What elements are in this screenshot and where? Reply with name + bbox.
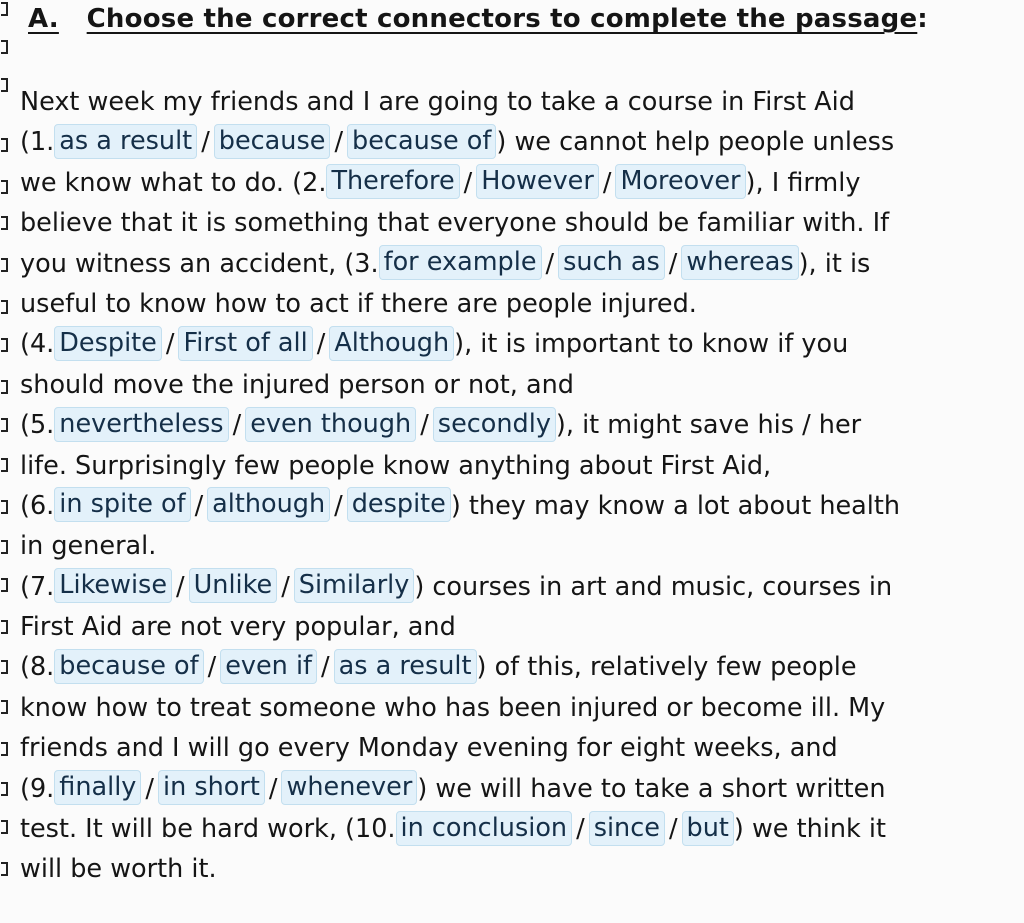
passage-line: [20, 203, 980, 243]
line-prefix: you witness an accident, (3.: [20, 248, 379, 279]
option-separator: /: [576, 814, 585, 845]
line-suffix: ) courses in art and music, courses in: [414, 571, 893, 602]
option-separator: /: [281, 571, 290, 602]
passage-line: [20, 122, 980, 162]
passage-line: [20, 284, 980, 324]
line-text: in general.: [20, 531, 157, 562]
connector-option[interactable]: in short: [158, 770, 265, 805]
line-prefix: test. It will be hard work, (10.: [20, 814, 396, 845]
connector-option[interactable]: in conclusion: [396, 811, 573, 846]
passage-line: [20, 728, 980, 768]
line-text: friends and I will go every Monday evening for eight weeks, and: [20, 733, 838, 764]
passage-line: [20, 809, 980, 849]
passage-line: [20, 82, 980, 122]
connector-option[interactable]: However: [476, 164, 599, 199]
connector-option[interactable]: because of: [54, 649, 203, 684]
line-prefix: (9.: [20, 773, 55, 804]
line-prefix: (7.: [20, 571, 55, 602]
line-text: First Aid are not very popular, and: [20, 612, 456, 643]
line-text: useful to know how to act if there are people injured.: [20, 288, 697, 319]
connector-option[interactable]: Therefore: [326, 164, 459, 199]
option-separator: /: [232, 410, 242, 441]
connector-option[interactable]: whereas: [681, 245, 798, 280]
option-separator: /: [420, 410, 429, 441]
connector-option[interactable]: whenever: [281, 770, 417, 805]
passage-line: [20, 486, 980, 526]
option-separator: /: [176, 571, 185, 602]
line-text: know how to treat someone who has been injured or become ill. My: [20, 692, 886, 723]
line-prefix: (8.: [20, 652, 55, 683]
connector-option[interactable]: even though: [245, 407, 416, 442]
connector-option[interactable]: since: [589, 811, 665, 846]
passage-line: [20, 163, 980, 203]
passage-line: [20, 647, 980, 687]
option-separator: /: [207, 652, 217, 683]
line-prefix: we know what to do. (2.: [20, 167, 327, 198]
line-suffix: ) we cannot help people unless: [496, 127, 895, 158]
option-separator: /: [334, 127, 344, 158]
option-separator: /: [668, 814, 678, 845]
line-prefix: (5.: [20, 410, 55, 441]
passage-line: [20, 567, 980, 607]
line-suffix: ), I firmly: [745, 167, 861, 198]
option-separator: /: [165, 329, 175, 360]
line-text: life. Surprisingly few people know anything about First Aid,: [20, 450, 772, 481]
option-separator: /: [316, 329, 326, 360]
connector-option[interactable]: for example: [379, 245, 542, 280]
connector-option[interactable]: Likewise: [54, 568, 172, 603]
option-separator: /: [268, 773, 278, 804]
line-text: will be worth it.: [20, 854, 217, 885]
line-prefix: (6.: [20, 490, 55, 521]
line-prefix: (4.: [20, 329, 55, 360]
passage-line: [20, 849, 980, 889]
option-separator: /: [463, 167, 473, 198]
line-text: believe that it is something that everyone should be familiar with. If: [20, 208, 890, 239]
passage-line: [20, 324, 980, 364]
exercise-letter: A.: [28, 4, 59, 34]
passage-line: [20, 244, 980, 284]
line-suffix: ), it is important to know if you: [454, 329, 849, 360]
connector-option[interactable]: as a result: [54, 124, 197, 159]
option-separator: /: [321, 652, 330, 683]
option-separator: /: [545, 248, 555, 279]
option-separator: /: [201, 127, 210, 158]
line-text: should move the injured person or not, and: [20, 369, 574, 400]
option-separator: /: [145, 773, 154, 804]
passage: [20, 82, 980, 890]
connector-option[interactable]: because of: [347, 124, 496, 159]
connector-option[interactable]: such as: [558, 245, 665, 280]
connector-option[interactable]: finally: [54, 770, 141, 805]
connector-option[interactable]: although: [207, 487, 330, 522]
line-suffix: ) of this, relatively few people: [476, 652, 857, 683]
line-text: Next week my friends and I are going to take a course in First Aid: [20, 87, 855, 117]
connector-option[interactable]: secondly: [433, 407, 556, 442]
passage-line: [20, 526, 980, 566]
heading-colon: :: [917, 4, 928, 34]
passage-line: [20, 688, 980, 728]
exercise-title: Choose the correct connectors to complete the passage: [86, 4, 918, 34]
line-suffix: ), it is: [798, 248, 871, 279]
connector-option[interactable]: because: [214, 124, 331, 159]
exercise-heading: [28, 4, 928, 34]
connector-option[interactable]: as a result: [334, 649, 477, 684]
binder-edge: [0, 0, 10, 923]
line-suffix: ) they may know a lot about health: [450, 490, 901, 521]
option-separator: /: [334, 490, 343, 521]
connector-option[interactable]: Similarly: [294, 568, 415, 603]
connector-option[interactable]: nevertheless: [54, 407, 228, 442]
passage-line: [20, 769, 980, 809]
connector-option[interactable]: Moreover: [615, 164, 745, 199]
connector-option[interactable]: in spite of: [54, 487, 190, 522]
connector-option[interactable]: even if: [220, 649, 317, 684]
connector-option[interactable]: First of all: [178, 326, 312, 361]
line-suffix: ), it might save his / her: [555, 410, 862, 441]
connector-option[interactable]: Although: [329, 326, 454, 361]
line-suffix: ) we think it: [733, 814, 886, 845]
option-separator: /: [602, 167, 612, 198]
connector-option[interactable]: despite: [347, 487, 451, 522]
passage-line: [20, 405, 980, 445]
passage-line: [20, 446, 980, 486]
passage-line: [20, 365, 980, 405]
option-separator: /: [194, 490, 204, 521]
passage-line: [20, 607, 980, 647]
connector-option[interactable]: Despite: [54, 326, 162, 361]
option-separator: /: [668, 248, 678, 279]
connector-option[interactable]: but: [682, 811, 734, 846]
line-suffix: ) we will have to take a short written: [417, 773, 886, 804]
line-prefix: (1.: [20, 127, 55, 158]
connector-option[interactable]: Unlike: [189, 568, 278, 603]
